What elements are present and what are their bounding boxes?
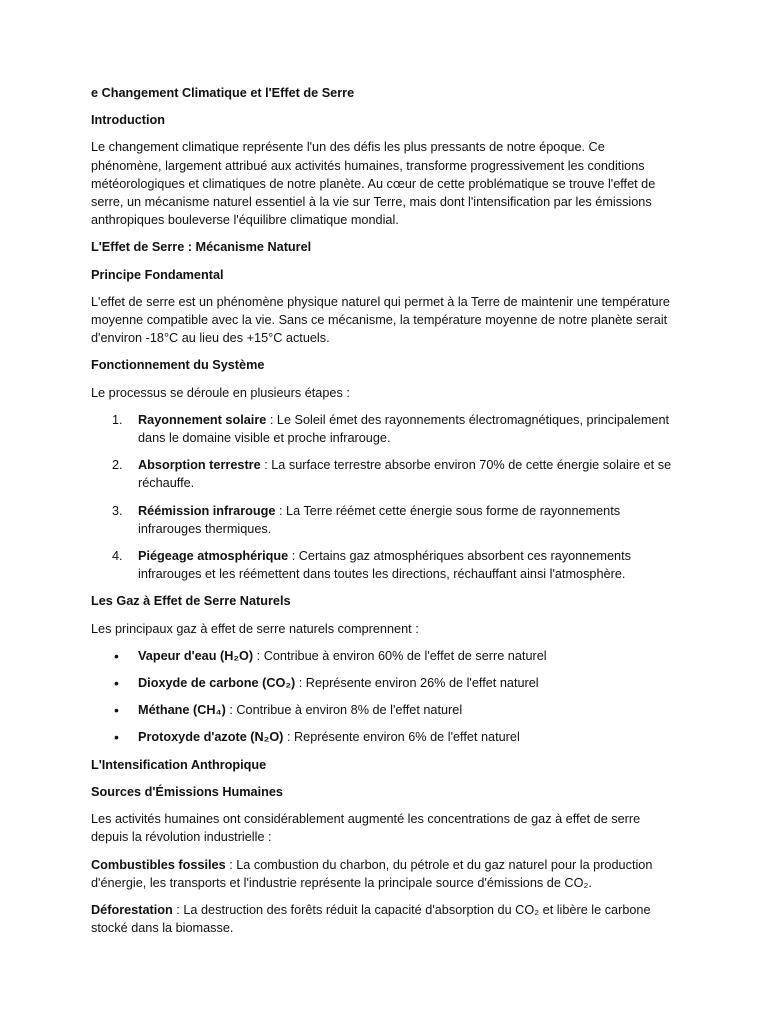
step-text: : La surface terrestre absorbe environ 70% de cette énergie solaire et se réchauffe. (138, 458, 672, 491)
list-item (91, 674, 676, 692)
step-text: : Certains gaz atmosphériques absorbent ces rayonnements infrarouges et les réémettent dans toutes les directions, réchauffant ainsi l'atmosphère. (138, 549, 631, 582)
list-number: 1. (112, 412, 123, 427)
section-heading-greenhouse: L'Effet de Serre : Mécanisme Naturel (91, 240, 312, 255)
list-item (91, 411, 676, 447)
list-item (91, 502, 676, 538)
step-term: Réémission infrarouge (138, 503, 276, 518)
step-term: Rayonnement solaire (138, 412, 267, 427)
list-number: 2. (112, 458, 123, 473)
fossil-paragraph (91, 856, 676, 892)
list-item (91, 701, 676, 719)
gas-term: Dioxyde de carbone (CO₂) (138, 676, 296, 691)
subheading-sources: Sources d'Émissions Humaines (91, 784, 283, 799)
step-term: Absorption terrestre (138, 458, 261, 473)
gases-intro: Les principaux gaz à effet de serre naturels comprennent : (91, 621, 419, 636)
steps-list (91, 411, 676, 584)
deforestation-text: : La destruction des forêts réduit la capacité d'absorption du CO₂ et libère le carbone stocké dans la biomasse. (91, 902, 651, 936)
list-item (91, 647, 676, 665)
intro-paragraph: Le changement climatique représente l'un des défis les plus pressants de notre époque. Ce phénomène, largement attribué aux activités humaines, transforme progressivement les conditions météorologiques et climatiques de notre planète. Au cœur de cette problématique se trouve l'effet de serre, un mécanisme naturel essentiel à la vie sur Terre, mais dont l'intensification par les émissions anthropiques bouleverse l'équilibre climatique mondial. (91, 140, 656, 228)
gas-term: Méthane (CH₄) (138, 703, 226, 718)
subheading-gases: Les Gaz à Effet de Serre Naturels (91, 594, 291, 609)
bullet-icon: • (114, 675, 119, 692)
bullet-icon: • (114, 729, 119, 746)
gas-term: Protoxyde d'azote (N₂O) (138, 730, 284, 745)
sources-intro: Les activités humaines ont considérablement augmenté les concentrations de gaz à effet de serre depuis la révolution industrielle : (91, 812, 641, 845)
deforestation-paragraph (91, 901, 676, 937)
list-number: 3. (112, 503, 123, 518)
principle-paragraph: L'effet de serre est un phénomène physique naturel qui permet à la Terre de maintenir une température moyenne compatible avec la vie. Sans ce mécanisme, la température moyenne de notre planète serait d'environ -18°C au lieu des +15°C actuels. (91, 294, 670, 346)
gas-text: : Représente environ 26% de l'effet naturel (295, 676, 539, 691)
step-text: : Le Soleil émet des rayonnements électromagnétiques, principalement dans le domaine visible et proche infrarouge. (138, 412, 670, 446)
fossil-term: Combustibles fossiles (91, 857, 226, 872)
gas-text: : Contribue à environ 8% de l'effet naturel (225, 703, 463, 718)
gas-text: : Contribue à environ 60% de l'effet de serre naturel (253, 648, 547, 663)
gas-text: : Représente environ 6% de l'effet naturel (283, 730, 520, 745)
fossil-text: : La combustion du charbon, du pétrole et du gaz naturel pour la production d'énergie, les transports et l'industrie représente la principale source d'émissions de CO₂. (91, 857, 653, 890)
list-item (91, 456, 676, 492)
subheading-principle: Principe Fondamental (91, 267, 224, 282)
list-number: 4. (112, 549, 123, 564)
bullet-icon: • (114, 647, 119, 664)
subheading-function: Fonctionnement du Système (91, 358, 265, 373)
function-intro: Le processus se déroule en plusieurs étapes : (91, 385, 350, 400)
gas-term: Vapeur d'eau (H₂O) (138, 648, 254, 663)
document-title: e Changement Climatique et l'Effet de Serre (91, 86, 355, 100)
section-heading-anthropic: L'Intensification Anthropique (91, 757, 267, 772)
list-item (91, 547, 676, 583)
step-text: : La Terre réémet cette énergie sous forme de rayonnements infrarouges thermiques. (138, 503, 621, 536)
gases-list (91, 647, 676, 747)
bullet-icon: • (114, 702, 119, 719)
step-term: Piégeage atmosphérique (138, 549, 289, 564)
deforestation-term: Déforestation (91, 902, 173, 917)
intro-heading: Introduction (91, 113, 165, 128)
list-item (91, 728, 676, 746)
